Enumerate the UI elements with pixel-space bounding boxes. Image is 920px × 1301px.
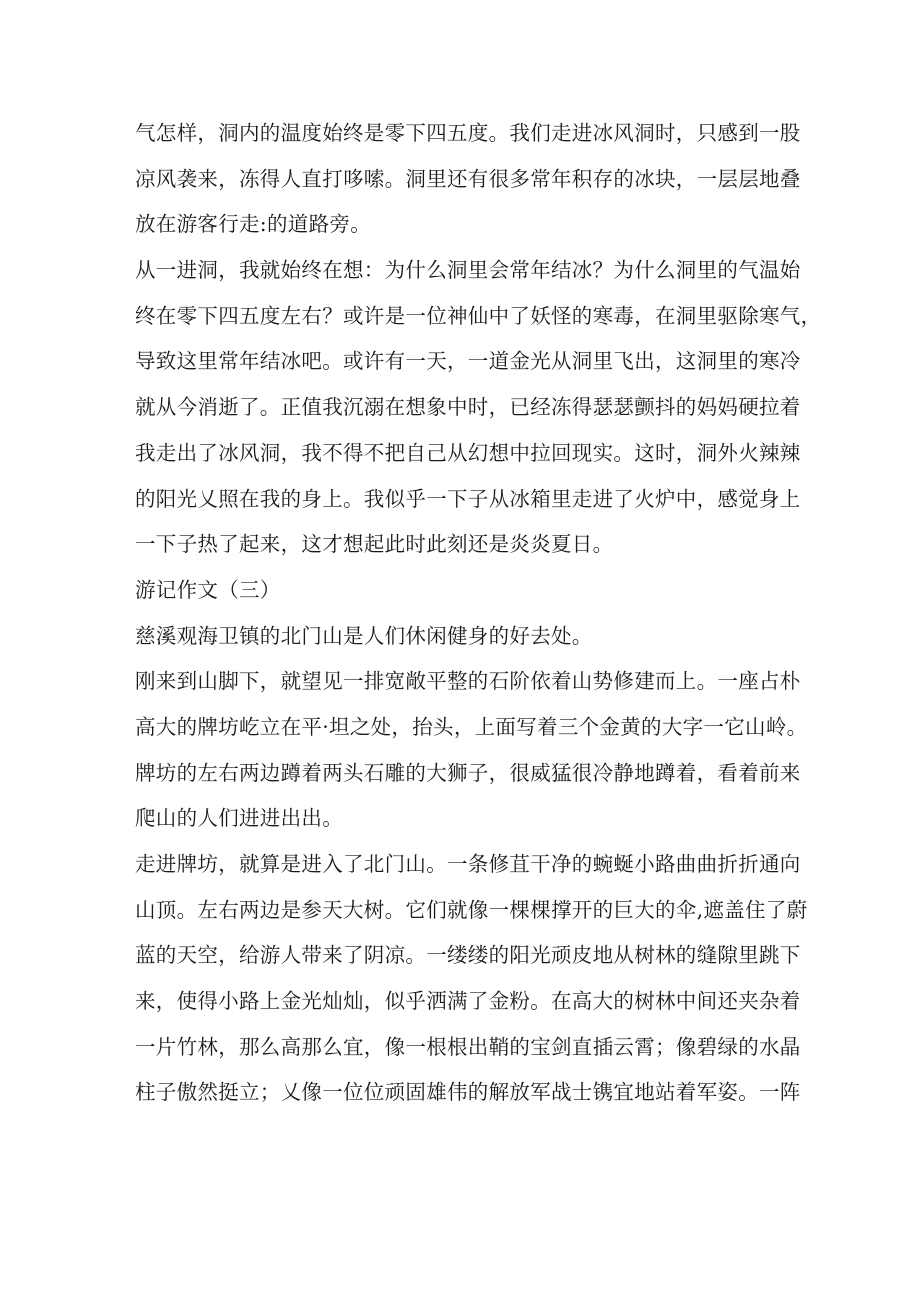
- text-line: 来，使得小路上金光灿灿，似乎洒满了金粉。在高大的树林中间还夹杂着: [135, 989, 801, 1014]
- text-line: 我走出了冰风洞，我不得不把自己从幻想中拉回现实。这时，洞外火辣辣: [135, 440, 801, 465]
- text-line: 放在游客行走:的道路旁。: [135, 212, 372, 237]
- section-heading: 游记作文（三）: [135, 577, 281, 602]
- text-line: 柱子傲然挺立；乂像一位位顽固雄伟的解放军战士镌宜地站着军姿。一阵: [135, 1080, 801, 1105]
- text-line: 刚来到山脚下，就望见一排宽敞平整的石阶依着山势修建而上。一座占朴: [135, 669, 801, 694]
- text-line: 就从今消逝了。正值我沉溺在想象中时，已经冻得瑟瑟颤抖的妈妈硬拉着: [135, 395, 801, 420]
- document-body: [135, 111, 822, 1116]
- text-line: 凉风袭来，冻得人直打哆嗦。洞里还有很多常年积存的冰块，一层层地叠: [135, 166, 801, 191]
- text-line: 高大的牌坊屹立在平·坦之处，抬头，上面写着三个金黄的大字一它山岭。: [135, 714, 808, 739]
- text-line: 从一进洞，我就始终在想：为什么洞里会常年结冰？为什么洞里的气温始: [135, 258, 801, 283]
- text-line: 走进牌坊，就算是进入了北门山。一条修苴干净的蜿蜒小路曲曲折折通向: [135, 852, 801, 876]
- text-line: 慈溪观海卫镇的北门山是人们休闲健身的好去处。: [135, 623, 593, 648]
- text-line: 一下子热了起来，这才想起此时此刻还是炎炎夏日。: [135, 532, 614, 557]
- text-line: 一片竹林，那么高那么宜，像一根根出鞘的宝剑直插云霄；像碧绿的水晶: [135, 1034, 801, 1059]
- text-line: 蓝的天空，给游人带来了阴凉。一缕缕的阳光顽皮地从树林的缝隙里跳下: [135, 943, 801, 968]
- text-line: 牌坊的左右两边蹲着两头石雕的大狮子，很威猛很冷静地蹲着，看着前来: [135, 760, 801, 785]
- text-line: 导致这里常年结冰吧。或许有一天，一道金光从洞里飞出，这洞里的寒冷: [135, 349, 801, 374]
- text-line: 爬山的人们进进出出。: [135, 806, 343, 831]
- text-line: 终在零下四五度左右？或许是一位神仙中了妖怪的寒毒，在洞里驱除寒气，: [135, 303, 822, 328]
- text-line: 的阳光乂照在我的身上。我似乎一下子从冰箱里走进了火炉中，感觉身上: [135, 486, 801, 511]
- text-line: 山顶。左右两边是参天大树。它们就像一棵棵撑开的巨大的伞,遮盖住了蔚: [135, 897, 808, 922]
- text-line: 气怎样，洞内的温度始终是零下四五度。我们走进冰风洞时，只感到一股: [135, 121, 801, 145]
